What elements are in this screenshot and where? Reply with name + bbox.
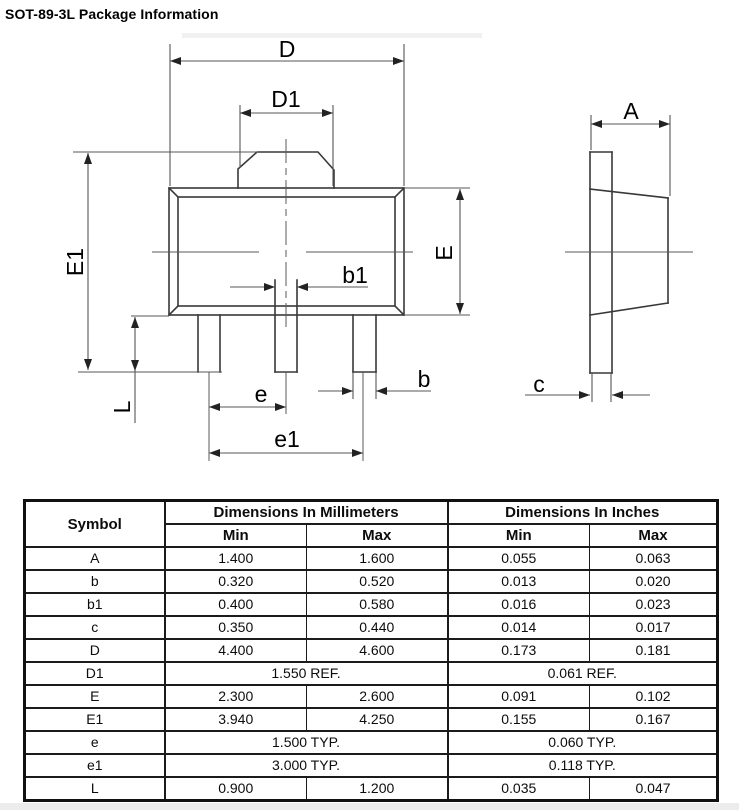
table-row xyxy=(25,777,718,801)
dim-label-D1: D1 xyxy=(271,86,301,112)
value-cell: 4.400 xyxy=(165,639,307,662)
symbol-cell: E1 xyxy=(25,708,165,731)
symbol-cell: A xyxy=(25,547,165,570)
header-in-max: Max xyxy=(590,524,718,547)
table-row xyxy=(25,708,718,731)
value-cell: 1.200 xyxy=(307,777,448,801)
value-cell: 0.035 xyxy=(448,777,590,801)
symbol-cell: L xyxy=(25,777,165,801)
table-row xyxy=(25,731,718,754)
header-in-min: Min xyxy=(448,524,590,547)
value-cell: 2.300 xyxy=(165,685,307,708)
value-cell: 0.023 xyxy=(590,593,718,616)
table-row xyxy=(25,593,718,616)
value-cell: 0.063 xyxy=(590,547,718,570)
dim-label-b: b xyxy=(417,366,431,392)
dim-label-D: D xyxy=(278,36,296,62)
table-row xyxy=(25,685,718,708)
value-cell: 1.400 xyxy=(165,547,307,570)
value-cell: 0.173 xyxy=(448,639,590,662)
value-cell: 4.250 xyxy=(307,708,448,731)
dimension-L xyxy=(109,316,169,423)
table-row xyxy=(25,616,718,639)
symbol-cell: D xyxy=(25,639,165,662)
value-cell: 0.350 xyxy=(165,616,307,639)
header-symbol: Symbol xyxy=(25,501,165,548)
front-view xyxy=(62,36,470,461)
table-row xyxy=(25,754,718,777)
value-cell-span: 1.500 TYP. xyxy=(165,731,448,754)
value-cell: 0.320 xyxy=(165,570,307,593)
dimension-E xyxy=(404,188,470,315)
table-row xyxy=(25,547,718,570)
value-cell: 0.047 xyxy=(590,777,718,801)
value-cell: 1.600 xyxy=(307,547,448,570)
symbol-cell: E xyxy=(25,685,165,708)
value-cell: 0.013 xyxy=(448,570,590,593)
value-cell: 0.400 xyxy=(165,593,307,616)
table-header-row xyxy=(25,501,718,525)
value-cell: 0.900 xyxy=(165,777,307,801)
page-title: SOT-89-3L Package Information xyxy=(5,6,219,22)
table-row xyxy=(25,662,718,685)
value-cell: 4.600 xyxy=(307,639,448,662)
value-cell-span: 0.060 TYP. xyxy=(448,731,718,754)
value-cell: 0.017 xyxy=(590,616,718,639)
value-cell: 0.155 xyxy=(448,708,590,731)
side-view xyxy=(525,98,693,402)
value-cell-span: 3.000 TYP. xyxy=(165,754,448,777)
symbol-cell: e xyxy=(25,731,165,754)
dim-label-e1: e1 xyxy=(274,426,300,452)
header-inches: Dimensions In Inches xyxy=(448,501,718,525)
dim-label-e: e xyxy=(254,381,268,407)
value-cell: 0.520 xyxy=(307,570,448,593)
value-cell: 0.440 xyxy=(307,616,448,639)
symbol-cell: e1 xyxy=(25,754,165,777)
value-cell: 0.102 xyxy=(590,685,718,708)
value-cell: 0.580 xyxy=(307,593,448,616)
value-cell: 0.167 xyxy=(590,708,718,731)
value-cell-span: 1.550 REF. xyxy=(165,662,448,685)
side-tab xyxy=(590,152,612,373)
dimension-c xyxy=(525,371,650,402)
header-mm: Dimensions In Millimeters xyxy=(165,501,448,525)
symbol-cell: b xyxy=(25,570,165,593)
symbol-cell: b1 xyxy=(25,593,165,616)
value-cell-span: 0.061 REF. xyxy=(448,662,718,685)
value-cell: 2.600 xyxy=(307,685,448,708)
table-row xyxy=(25,639,718,662)
header-mm-min: Min xyxy=(165,524,307,547)
value-cell: 0.014 xyxy=(448,616,590,639)
value-cell: 0.016 xyxy=(448,593,590,616)
header-mm-max: Max xyxy=(307,524,448,547)
dimension-b xyxy=(318,366,431,399)
value-cell: 0.091 xyxy=(448,685,590,708)
dim-label-c: c xyxy=(533,371,545,397)
value-cell: 0.055 xyxy=(448,547,590,570)
scan-artifact-band xyxy=(0,803,739,810)
table-row xyxy=(25,570,718,593)
dimensions-table xyxy=(23,499,719,802)
dimension-e xyxy=(209,381,286,407)
symbol-cell: c xyxy=(25,616,165,639)
dim-label-b1: b1 xyxy=(342,262,368,288)
dimension-b1 xyxy=(230,262,368,288)
package-leads xyxy=(198,280,376,372)
dimension-A xyxy=(591,98,670,196)
dimension-e1 xyxy=(209,426,363,453)
value-cell-span: 0.118 TYP. xyxy=(448,754,718,777)
value-cell: 0.020 xyxy=(590,570,718,593)
dim-label-A: A xyxy=(623,98,639,124)
value-cell: 3.940 xyxy=(165,708,307,731)
dim-label-L: L xyxy=(109,400,135,414)
dim-label-E1: E1 xyxy=(62,247,88,277)
symbol-cell: D1 xyxy=(25,662,165,685)
dim-label-E: E xyxy=(431,245,457,261)
dimension-E1 xyxy=(62,152,258,372)
value-cell: 0.181 xyxy=(590,639,718,662)
